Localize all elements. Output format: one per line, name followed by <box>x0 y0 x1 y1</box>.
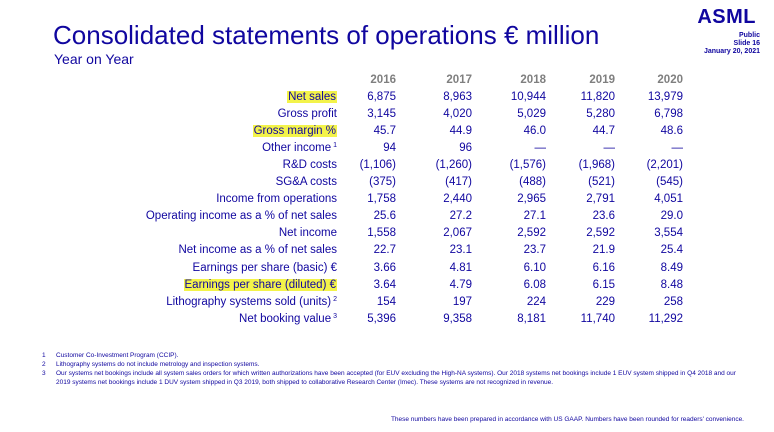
cell-value: (1,576) <box>509 159 546 172</box>
page-title: Consolidated statements of operations € million <box>53 20 600 50</box>
footnote-number: 2 <box>42 361 46 368</box>
cell-value: 8.49 <box>660 261 683 274</box>
cell-value: 11,820 <box>580 90 615 103</box>
cell-value: 48.6 <box>660 124 683 137</box>
cell-value: 4.79 <box>449 278 472 291</box>
row-label <box>95 105 337 122</box>
financial-table <box>95 71 683 327</box>
cell-value: (488) <box>519 176 546 189</box>
year-header: 2020 <box>657 73 683 86</box>
cell-value: 27.2 <box>449 210 472 223</box>
cell-value: (545) <box>656 176 683 189</box>
table-row <box>95 122 683 139</box>
cell-value: 4,051 <box>654 193 683 206</box>
row-label-text: Operating income as a % of net sales <box>145 210 337 223</box>
cell-value: 44.9 <box>449 124 472 137</box>
row-label-text: Earnings per share (diluted) € <box>184 278 336 291</box>
table-row <box>95 259 683 276</box>
cell-value: (1,260) <box>435 159 472 172</box>
cell-value: 5,280 <box>586 107 615 120</box>
row-label <box>95 208 337 225</box>
footnote <box>42 351 742 360</box>
table-row <box>95 174 683 191</box>
cell-value: 5,396 <box>367 312 396 325</box>
cell-value: 2,592 <box>517 227 546 240</box>
cell-value: 25.6 <box>373 210 396 223</box>
footnote-text: Customer Co-Investment Program (CCIP). <box>56 352 179 359</box>
row-label <box>95 310 337 327</box>
row-label <box>95 139 337 156</box>
cell-value: 13,979 <box>647 90 683 103</box>
row-label-text: Net sales <box>288 90 336 103</box>
row-label <box>95 259 337 276</box>
table-row <box>95 293 683 310</box>
cell-value: (1,106) <box>359 159 396 172</box>
cell-value: 224 <box>526 295 546 308</box>
cell-value: 2,965 <box>517 193 546 206</box>
row-label <box>95 88 337 105</box>
cell-value: 5,029 <box>517 107 546 120</box>
cell-value: 9,358 <box>443 312 472 325</box>
cell-value: 2,440 <box>443 193 472 206</box>
row-label <box>95 242 337 259</box>
cell-value: — <box>603 141 615 154</box>
cell-value: 6.08 <box>523 278 546 291</box>
cell-value: 6.15 <box>592 278 615 291</box>
gaap-note: These numbers have been prepared in accordance with US GAAP. Numbers have been rounded for readers' convenience. <box>390 416 744 423</box>
cell-value: (1,968) <box>578 159 615 172</box>
row-label <box>95 191 337 208</box>
classification-label: Public <box>738 32 760 39</box>
cell-value: 23.1 <box>449 244 472 257</box>
row-label-text: Net income as a % of net sales <box>178 244 337 257</box>
row-label <box>95 276 337 293</box>
row-label-text: Gross margin % <box>253 124 336 137</box>
footnote-ref: 3 <box>333 312 337 320</box>
row-label-text: R&D costs <box>282 159 337 172</box>
cell-value: 94 <box>383 141 396 154</box>
footnote-ref: 1 <box>333 141 337 149</box>
table-row <box>95 191 683 208</box>
cell-value: 8,963 <box>443 90 472 103</box>
year-header: 2019 <box>589 73 615 86</box>
cell-value: 46.0 <box>523 124 546 137</box>
row-label <box>95 174 337 191</box>
year-header: 2016 <box>370 73 396 86</box>
row-label-text: Net income <box>278 227 337 240</box>
row-label-text: Gross profit <box>277 107 337 120</box>
cell-value: 197 <box>452 295 472 308</box>
cell-value: 23.7 <box>523 244 546 257</box>
cell-value: 96 <box>459 141 472 154</box>
label-header <box>95 71 337 88</box>
footnote-number: 3 <box>42 370 46 377</box>
cell-value: 29.0 <box>660 210 683 223</box>
table-row <box>95 242 683 259</box>
cell-value: 3,554 <box>654 227 683 240</box>
cell-value: 11,740 <box>580 312 615 325</box>
cell-value: — <box>671 141 683 154</box>
row-label <box>95 293 337 310</box>
cell-value: 2,791 <box>586 193 615 206</box>
cell-value: 45.7 <box>373 124 396 137</box>
cell-value: 21.9 <box>592 244 615 257</box>
row-label-text: SG&A costs <box>275 176 337 189</box>
cell-value: 11,292 <box>648 312 683 325</box>
row-label-text: Earnings per share (basic) € <box>192 261 337 274</box>
table-row <box>95 139 683 156</box>
cell-value: 8.48 <box>660 278 683 291</box>
footnote <box>42 369 742 387</box>
table-row <box>95 310 683 327</box>
cell-value: 1,558 <box>367 227 396 240</box>
footnote-text: Our systems net bookings include all system sales orders for which written authorizations have been accepted (for EUV excluding the High-NA systems). Our 2018 systems net bookings include 1 EUV system shipped in Q4 2018 and our 2019 systems net bookings include 1 DUV system shipped in Q3 2019, both shipped to collaborative Research Center (Imec). These systems are not recognized in revenue. <box>56 370 736 386</box>
table-row <box>95 156 683 173</box>
page-subtitle: Year on Year <box>54 51 134 67</box>
row-label <box>95 122 337 139</box>
cell-value: 1,758 <box>367 193 396 206</box>
cell-value: — <box>534 141 546 154</box>
asml-logo: ASML <box>697 6 756 28</box>
row-label <box>95 156 337 173</box>
cell-value: 3,145 <box>367 107 396 120</box>
year-header: 2018 <box>520 73 546 86</box>
row-label-text: Other income <box>262 141 332 154</box>
cell-value: 6,875 <box>367 90 396 103</box>
footnote <box>42 360 742 369</box>
cell-value: (2,201) <box>646 159 683 172</box>
slide-number: Slide 16 <box>733 40 760 47</box>
footnote-number: 1 <box>42 352 46 359</box>
slide-date: January 20, 2021 <box>703 48 760 55</box>
table-row <box>95 225 683 242</box>
footnote-ref: 2 <box>333 295 337 303</box>
cell-value: 3.66 <box>373 261 396 274</box>
footnotes <box>42 351 742 387</box>
cell-value: 2,592 <box>586 227 615 240</box>
cell-value: 229 <box>595 295 615 308</box>
cell-value: 44.7 <box>592 124 615 137</box>
cell-value: 258 <box>663 295 683 308</box>
row-label-text: Lithography systems sold (units) <box>166 295 332 308</box>
cell-value: 4.81 <box>449 261 472 274</box>
cell-value: 23.6 <box>592 210 615 223</box>
cell-value: 3.64 <box>373 278 396 291</box>
slide-meta <box>704 32 760 56</box>
year-header: 2017 <box>446 73 472 86</box>
cell-value: 2,067 <box>443 227 472 240</box>
table-row <box>95 276 683 293</box>
row-label-text: Net booking value <box>239 312 332 325</box>
footnote-text: Lithography systems do not include metrology and inspection systems. <box>56 361 260 368</box>
cell-value: 27.1 <box>523 210 546 223</box>
year-header-row <box>95 71 683 88</box>
table-row <box>95 88 683 105</box>
cell-value: 154 <box>376 295 396 308</box>
cell-value: 6.16 <box>592 261 615 274</box>
cell-value: 4,020 <box>443 107 472 120</box>
cell-value: 10,944 <box>510 90 546 103</box>
row-label <box>95 225 337 242</box>
cell-value: 22.7 <box>373 244 396 257</box>
cell-value: 25.4 <box>660 244 683 257</box>
cell-value: 6,798 <box>654 107 683 120</box>
table-row <box>95 105 683 122</box>
table-row <box>95 208 683 225</box>
cell-value: (417) <box>445 176 472 189</box>
row-label-text: Income from operations <box>216 193 337 206</box>
cell-value: 6.10 <box>523 261 546 274</box>
cell-value: 8,181 <box>517 312 546 325</box>
cell-value: (521) <box>588 176 615 189</box>
cell-value: (375) <box>369 176 396 189</box>
